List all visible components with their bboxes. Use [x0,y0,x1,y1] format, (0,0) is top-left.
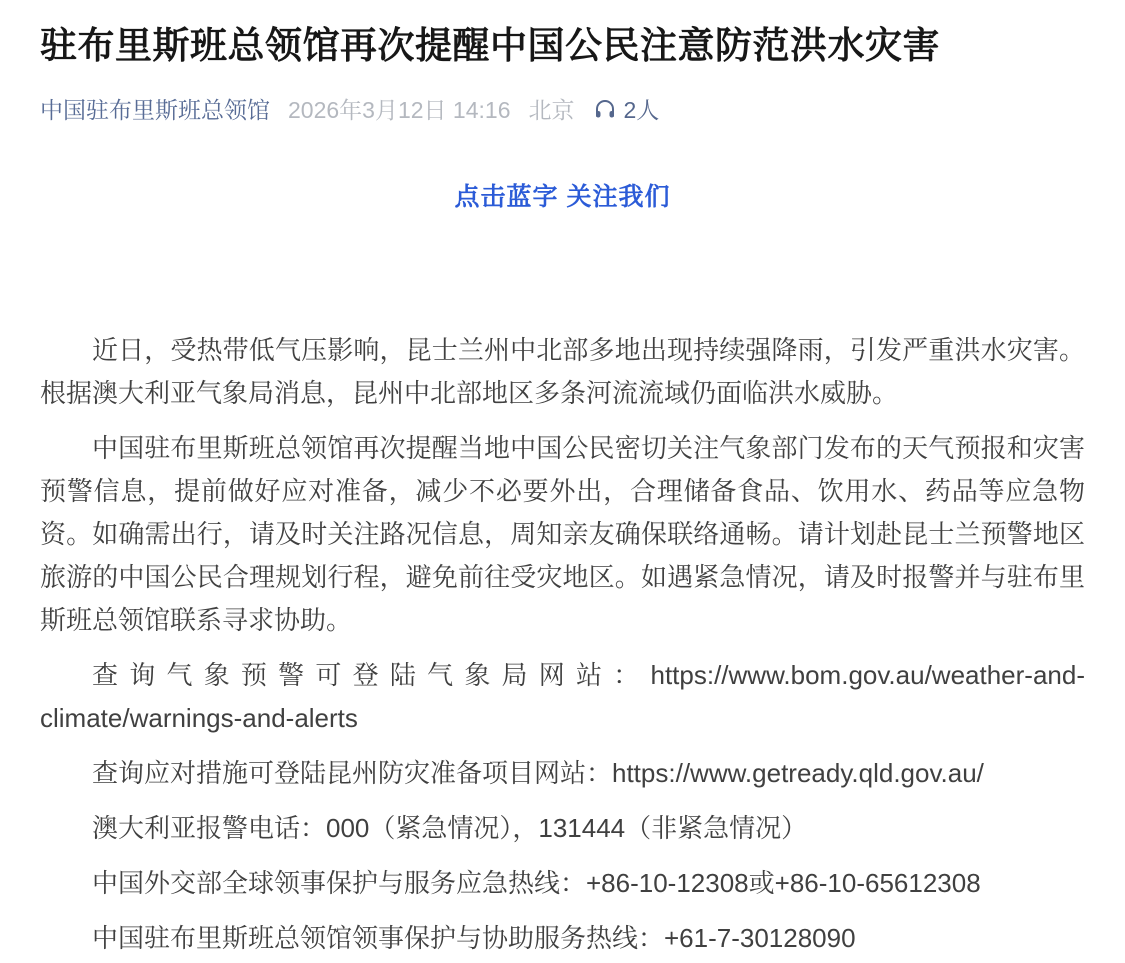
listener-count-label: 2人 [623,97,660,124]
article-paragraph: 中国驻布里斯班总领馆再次提醒当地中国公民密切关注气象部门发布的天气预报和灾害预警信息，提前做好应对准备，减少不必要外出，合理储备食品、饮用水、药品等应急物资。如确需出行，请及时关注路况信息，周知亲友确保联络通畅。请计划赴昆士兰预警地区旅游的中国公民合理规划行程，避免前往受灾地区。如遇紧急情况，请及时报警并与驻布里斯班总领馆联系寻求协助。 [40,433,1085,636]
article-paragraph-police-phone: 澳大利亚报警电话：000（紧急情况），131444（非紧急情况） [92,813,808,844]
publish-date: 2026年3月12日 14:16 [288,97,511,124]
article-body [40,329,1085,960]
article-paragraph-consulate-hotline: 中国驻布里斯班总领馆领事保护与协助服务热线：+61-7-30128090 [92,923,856,954]
article-byline [40,92,1085,125]
account-name-link[interactable]: 中国驻布里斯班总领馆 [40,97,270,124]
listen-count-button[interactable] [593,92,660,125]
follow-us-cta[interactable] [40,177,1085,213]
article-title: 驻布里斯班总领馆再次提醒中国公民注意防范洪水灾害 [40,25,940,66]
follow-us-cta-label: 点击蓝字 关注我们 [454,183,671,212]
article-paragraph-bom-url: 查询气象预警可登陆气象局网站：https://www.bom.gov.au/weather-and-climate/warnings-and-alerts [40,660,1085,734]
article-paragraph-getready-url: 查询应对措施可登陆昆州防灾准备项目网站：https://www.getready.qld.gov.au/ [92,758,984,789]
article-paragraph: 近日，受热带低气压影响，昆士兰州中北部多地出现持续强降雨，引发严重洪水灾害。根据澳大利亚气象局消息，昆州中北部地区多条河流流域仍面临洪水威胁。 [40,335,1085,409]
headphones-icon [593,97,617,121]
publish-location: 北京 [528,97,575,124]
article-paragraph-mfa-hotline: 中国外交部全球领事保护与服务应急热线：+86-10-12308或+86-10-65612308 [92,868,981,899]
